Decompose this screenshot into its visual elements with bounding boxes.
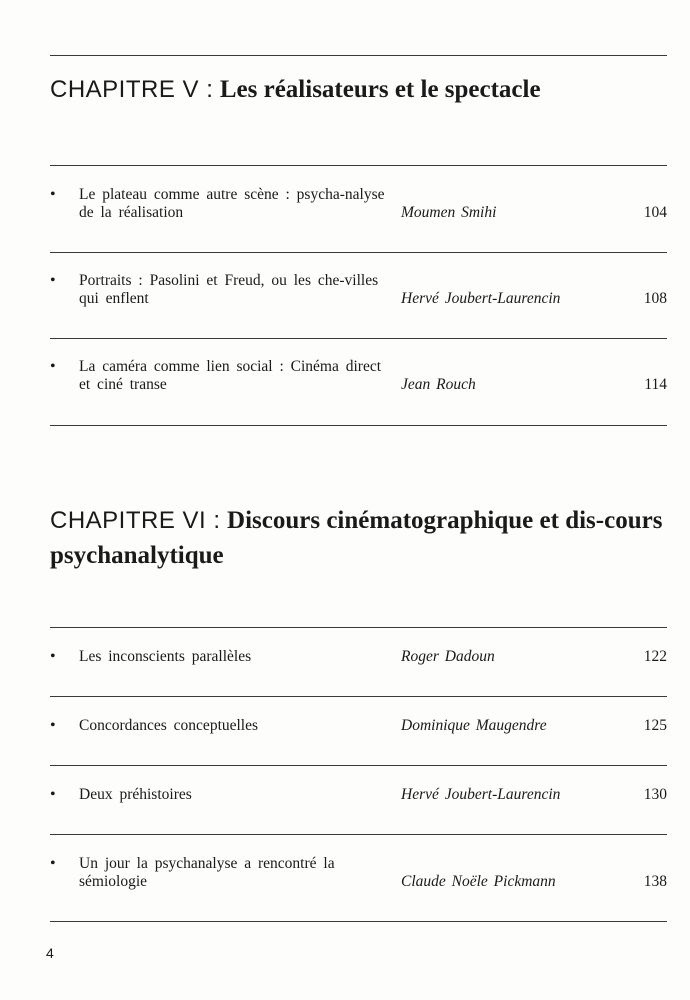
- entry-page: 122: [643, 648, 667, 665]
- entry-title: Un jour la psychanalyse a rencontré la sémiologie: [79, 855, 335, 890]
- divider: [50, 55, 667, 56]
- entry-page: 108: [643, 290, 667, 307]
- chapter-title: Discours cinématographique et dis-cours psychanalytique: [50, 507, 663, 569]
- entry-title: Le plateau comme autre scène : psycha-nalyse de la réalisation: [79, 186, 385, 221]
- entry-title: Deux préhistoires: [79, 786, 192, 803]
- entry-author: Claude Noële Pickmann: [401, 873, 556, 890]
- entry-author: Jean Rouch: [401, 376, 476, 393]
- divider: [50, 252, 667, 253]
- bullet: •: [50, 786, 56, 803]
- divider: [50, 425, 667, 426]
- bullet: •: [50, 648, 56, 665]
- divider: [50, 834, 667, 835]
- divider: [50, 338, 667, 339]
- entry-page: 114: [644, 376, 667, 393]
- bullet: •: [50, 272, 56, 289]
- chapter-title: Les réalisateurs et le spectacle: [219, 76, 541, 103]
- chapter-label: CHAPITRE V :: [50, 76, 214, 103]
- bullet: •: [50, 186, 56, 203]
- chapter-heading: [50, 503, 670, 573]
- divider: [50, 921, 667, 922]
- divider: [50, 765, 667, 766]
- bullet: •: [50, 717, 56, 734]
- entry-author: Hervé Joubert-Laurencin: [401, 290, 561, 307]
- entry-page: 138: [643, 873, 667, 890]
- entry-author: Roger Dadoun: [401, 648, 495, 665]
- entry-author: Hervé Joubert-Laurencin: [401, 786, 561, 803]
- bullet: •: [50, 855, 56, 872]
- entry-title: Concordances conceptuelles: [79, 717, 259, 734]
- entry-author: Moumen Smihi: [401, 204, 497, 221]
- entry-title: Portraits : Pasolini et Freud, ou les che-villes qui enflent: [79, 272, 379, 307]
- divider: [50, 696, 667, 697]
- entry-page: 125: [643, 717, 667, 734]
- entry-author: Dominique Maugendre: [401, 717, 547, 734]
- entry-page: 104: [643, 204, 667, 221]
- entry-page: 130: [643, 786, 667, 803]
- bullet: •: [50, 358, 56, 375]
- page-number: 4: [46, 945, 54, 961]
- chapter-label: CHAPITRE VI :: [50, 507, 221, 534]
- chapter-heading: [50, 72, 670, 107]
- divider: [50, 627, 667, 628]
- entry-title: Les inconscients parallèles: [79, 648, 252, 665]
- entry-title: La caméra comme lien social : Cinéma direct et ciné transe: [79, 358, 382, 393]
- divider: [50, 165, 667, 166]
